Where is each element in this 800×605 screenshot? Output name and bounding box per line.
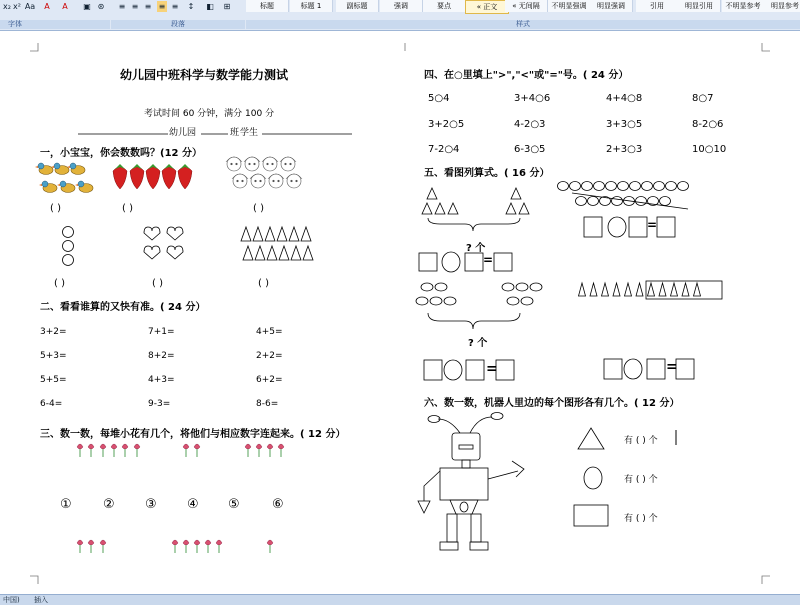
triangle-icon [671, 283, 678, 296]
style-3[interactable]: 强调 [380, 0, 423, 12]
s4-item: 3+2○5 [428, 119, 465, 130]
s2-item: 4+3= [148, 375, 175, 385]
oval-icon [516, 283, 528, 291]
flower-icon [205, 540, 211, 553]
flower-icon [194, 540, 200, 553]
strawberry-icon [178, 164, 192, 189]
flower-icon [88, 540, 94, 553]
s4-item: 5○4 [428, 93, 450, 104]
flower-icon [77, 540, 83, 553]
girl-face-icon [226, 157, 242, 171]
strawberries-group [113, 164, 192, 189]
triangle-icon [241, 227, 251, 241]
triangle-icon [253, 227, 263, 241]
flower-icon [100, 444, 106, 457]
crop-mark-top-left [30, 43, 38, 51]
s3-number: ⑥ [272, 497, 284, 512]
paragraph-group-label: 段落 [111, 20, 245, 29]
ducks-group [35, 163, 93, 193]
s3-number: ① [60, 497, 72, 512]
style-4[interactable]: 要点 [423, 0, 466, 12]
strawberry-icon [162, 164, 176, 189]
s1-blank-hearts: ( ) [152, 278, 163, 289]
girl-face-icon [262, 157, 278, 171]
triangle-icon [291, 246, 301, 260]
s1-blank-circles: ( ) [54, 278, 65, 289]
flower-icon [256, 444, 262, 457]
strawberry-icon [146, 164, 160, 189]
s4-item: 4-2○3 [514, 119, 546, 130]
superscript-button[interactable]: x² [13, 2, 21, 11]
girls-group [226, 157, 302, 188]
triangle-icon [289, 227, 299, 241]
flower-icon [88, 444, 94, 457]
s2-item: 4+5= [256, 327, 283, 337]
s2-item: 6+2= [256, 375, 283, 385]
distributed-icon[interactable]: ≡ [171, 2, 179, 11]
triangle-icon [267, 246, 277, 260]
oval-icon [416, 297, 428, 305]
style-6[interactable]: « 无间隔 [505, 0, 548, 12]
oval-icon [558, 182, 569, 191]
s2-item: 7+1= [148, 327, 175, 337]
triangle-icon [636, 283, 643, 296]
s2-item: 3+2= [40, 327, 67, 337]
s5-diagram [416, 182, 722, 381]
flower-icon [183, 540, 189, 553]
status-language[interactable]: 中国) [3, 596, 20, 604]
flower-icon [134, 444, 140, 457]
s3-number: ③ [145, 497, 157, 512]
enclose-char-icon[interactable]: ⊛ [97, 2, 105, 11]
triangle-icon [625, 283, 632, 296]
status-bar [0, 594, 800, 605]
status-insert-mode[interactable]: 插入 [33, 596, 48, 604]
duck-icon [57, 181, 75, 193]
style-0[interactable]: 标题 [246, 0, 289, 12]
section-5-heading: 五、看图列算式。( 16 分） [424, 168, 550, 179]
section-3-heading: 三、数一数，每堆小花有几个，将他们与相应数字连起来。( 12 分） [40, 429, 346, 440]
exam-info: 考试时间 60 分钟，满分 100 分 [144, 109, 275, 119]
triangle-icon [602, 283, 609, 296]
oval-icon [678, 182, 689, 191]
s4-item: 2+3○3 [606, 144, 643, 155]
flower-icon [216, 540, 222, 553]
oval-icon [654, 182, 665, 191]
style-11[interactable]: 不明显参考 [722, 0, 765, 12]
s5-eq-1: = [483, 253, 494, 267]
crop-mark-bottom-right [762, 576, 770, 584]
girl-face-icon [232, 174, 248, 188]
class-label: 班 [230, 128, 240, 138]
style-10[interactable]: 明显引用 [678, 0, 721, 12]
shading-icon[interactable]: ◧ [206, 2, 214, 11]
s2-item: 6-4= [40, 399, 63, 409]
oval-icon [502, 283, 514, 291]
style-8[interactable]: 明显强调 [590, 0, 633, 12]
style-2[interactable]: 副标题 [336, 0, 379, 12]
circles-group [63, 227, 74, 266]
flower-icon [122, 444, 128, 457]
s1-blank-triangles: ( ) [258, 278, 269, 289]
oval-icon [642, 182, 653, 191]
oval-icon [576, 197, 587, 206]
style-7[interactable]: 不明显强调 [548, 0, 591, 12]
s2-item: 5+5= [40, 375, 67, 385]
triangles-group [241, 227, 313, 260]
student-label: 学生 [240, 128, 259, 138]
girl-face-icon [280, 157, 296, 171]
oval-icon [660, 197, 671, 206]
strawberry-icon [113, 164, 127, 189]
oval-icon [507, 297, 519, 305]
triangle-icon [243, 246, 253, 260]
triangle-icon [279, 246, 289, 260]
hearts-group [144, 227, 183, 259]
oval-icon [630, 182, 641, 191]
s2-item: 2+2= [256, 351, 283, 361]
section-1-heading: 一，小宝宝，你会数数吗？(12 分） [40, 148, 202, 159]
triangle-icon [255, 246, 265, 260]
flower-icon [77, 444, 83, 457]
flower-icon [245, 444, 251, 457]
s2-item: 5+3= [40, 351, 67, 361]
triangle-icon [682, 283, 689, 296]
justify-icon[interactable]: ≡ [158, 2, 166, 11]
oval-icon [636, 197, 647, 206]
duck-icon [75, 181, 93, 193]
line-spacing-icon[interactable]: ↕ [187, 2, 195, 11]
flower-icon [278, 444, 284, 457]
oval-icon [606, 182, 617, 191]
oval-icon [594, 182, 605, 191]
triangle-icon [265, 227, 275, 241]
styles-group-label: 样式 [246, 20, 800, 29]
triangle-icon [648, 283, 655, 296]
s1-blank-ducks: ( ) [50, 203, 61, 214]
style-1[interactable]: 标题 1 [290, 0, 333, 12]
flower-icon [267, 444, 273, 457]
crop-mark-top-right [762, 43, 770, 51]
duck-icon [39, 181, 57, 193]
triangle-icon [303, 246, 313, 260]
s4-item: 10○10 [692, 144, 727, 155]
align-left-icon[interactable]: ≡ [118, 2, 126, 11]
girl-face-icon [286, 174, 302, 188]
align-right-icon[interactable]: ≡ [144, 2, 152, 11]
girl-face-icon [244, 157, 260, 171]
s5-eq-2: = [486, 361, 498, 377]
girl-face-icon [268, 174, 284, 188]
triangle-icon [613, 283, 620, 296]
section-2-heading: 二、看看谁算的又快有准。( 24 分） [40, 302, 206, 313]
s5-eq-3: = [647, 218, 658, 232]
oval-icon [588, 197, 599, 206]
oval-icon [430, 297, 442, 305]
flower-icon [111, 444, 117, 457]
s5-question-1: ? 个 [466, 243, 486, 254]
robot-drawing [418, 413, 608, 551]
s6-answer-rect: 有 ( ) 个 [624, 514, 658, 524]
change-case-button[interactable]: Aa [24, 2, 36, 11]
subscript-button[interactable]: x₂ [3, 2, 11, 11]
char-shading-icon[interactable]: ▣ [83, 2, 91, 11]
s4-item: 8-2○6 [692, 119, 724, 130]
ribbon [0, 0, 800, 31]
s2-item: 8-6= [256, 399, 279, 409]
font-color-button[interactable]: A [62, 2, 68, 11]
highlight-button[interactable]: A [44, 2, 50, 11]
s6-answer-triangle: 有 ( ) 个 [624, 436, 658, 446]
triangle-icon [579, 283, 586, 296]
s4-item: 7-2○4 [428, 144, 460, 155]
triangle-icon [301, 227, 311, 241]
oval-icon [582, 182, 593, 191]
oval-icon [435, 283, 447, 291]
oval-icon [444, 297, 456, 305]
triangle-icon [694, 283, 701, 296]
s4-item: 3+4○6 [514, 93, 551, 104]
crop-mark-bottom-left [30, 576, 38, 584]
oval-icon [530, 283, 542, 291]
s5-eq-4: = [666, 359, 678, 375]
s3-number: ⑤ [228, 497, 240, 512]
s2-item: 8+2= [148, 351, 175, 361]
oval-icon [612, 197, 623, 206]
font-group-label: 字体 [0, 20, 110, 29]
s6-answer-oval: 有 ( ) 个 [624, 475, 658, 485]
duck-icon [67, 163, 85, 175]
oval-icon [521, 297, 533, 305]
flower-icon [100, 540, 106, 553]
girl-face-icon [250, 174, 266, 188]
s1-blank-girls: ( ) [253, 203, 264, 214]
borders-icon[interactable]: ⊞ [223, 2, 231, 11]
s3-number: ④ [187, 497, 199, 512]
s5-question-2: ? 个 [468, 338, 488, 349]
document-page[interactable] [0, 31, 800, 594]
heart-icon [167, 246, 183, 259]
section-4-heading: 四、在○里填上">","<"或"="号。( 24 分） [424, 70, 629, 81]
style-12[interactable]: 明显参考 [764, 0, 800, 12]
duck-icon [35, 163, 53, 175]
heart-icon [167, 227, 183, 240]
oval-icon [570, 182, 581, 191]
style-5[interactable]: « 正文 [465, 0, 509, 14]
page-title: 幼儿园中班科学与数学能力测试 [120, 68, 289, 82]
s3-number: ② [103, 497, 115, 512]
triangle-icon [659, 283, 666, 296]
school-label: 幼儿园 [169, 128, 197, 138]
oval-icon [666, 182, 677, 191]
flower-icon [183, 444, 189, 457]
triangle-icon [277, 227, 287, 241]
triangle-icon [590, 283, 597, 296]
duck-icon [51, 163, 69, 175]
oval-icon [618, 182, 629, 191]
align-center-icon[interactable]: ≡ [131, 2, 139, 11]
s4-item: 6-3○5 [514, 144, 546, 155]
style-9[interactable]: 引用 [636, 0, 679, 12]
s4-item: 8○7 [692, 93, 714, 104]
s1-blank-berries: ( ) [122, 203, 133, 214]
heart-icon [144, 227, 160, 240]
oval-icon [421, 283, 433, 291]
s4-item: 4+4○8 [606, 93, 643, 104]
flower-icon [267, 540, 273, 553]
flower-icon [194, 444, 200, 457]
s4-item: 3+3○5 [606, 119, 643, 130]
flower-icon [172, 540, 178, 553]
s2-item: 9-3= [148, 399, 171, 409]
strawberry-icon [130, 164, 144, 189]
section-6-heading: 六、数一数，机器人里边的每个图形各有几个。( 12 分） [424, 398, 680, 409]
heart-icon [144, 246, 160, 259]
